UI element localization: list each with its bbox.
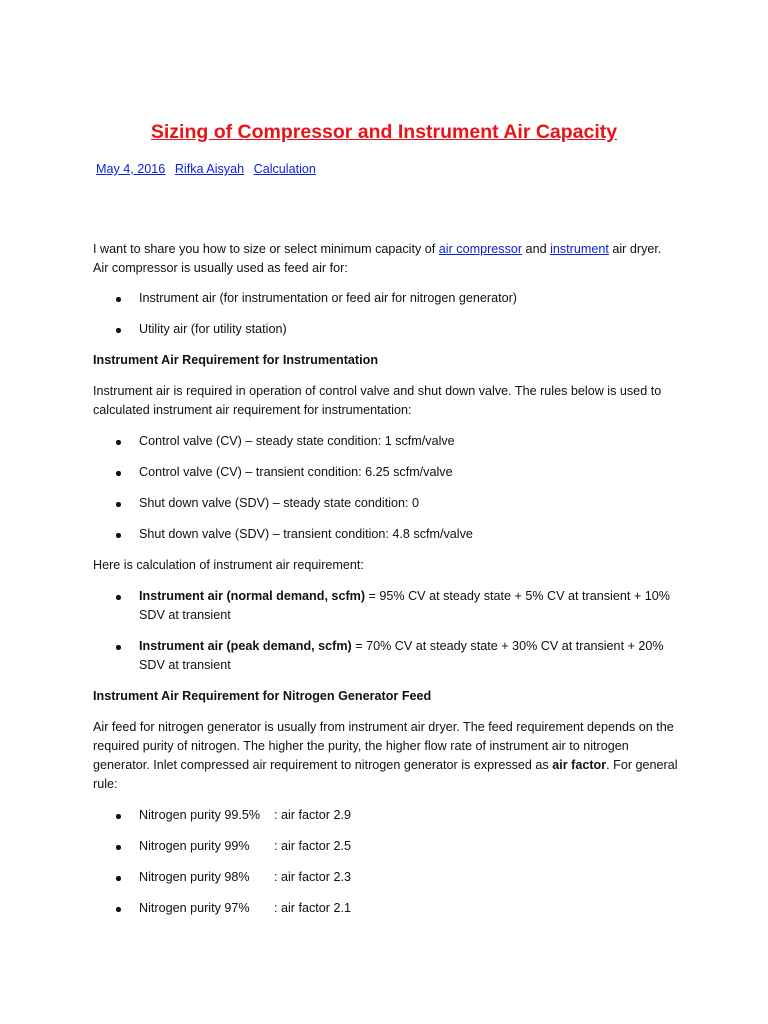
calc-formula: = 95% CV at steady state + 5% CV at transient + 10% SDV at transient [139, 589, 670, 622]
list-item [93, 637, 678, 675]
purity-factor: : air factor 2.1 [274, 901, 351, 915]
instrument-link[interactable]: instrument [550, 242, 609, 256]
page-title: Sizing of Compressor and Instrument Air Capacity [150, 121, 618, 143]
purity-label: Nitrogen purity 98% [139, 870, 250, 884]
purity-factor: : air factor 2.3 [274, 870, 351, 884]
section1-paragraph: Instrument air is required in operation of control valve and shut down valve. The rules below is used to calculated instrument air requirement for instrumentation: [93, 384, 662, 417]
air-compressor-link[interactable]: air compressor [438, 242, 523, 256]
calc-formula: = 70% CV at steady state + 30% CV at transient + 20% SDV at transient [139, 639, 664, 672]
section1-heading: Instrument Air Requirement for Instrumentation [93, 353, 379, 367]
list-item [93, 868, 678, 887]
post-meta [96, 160, 322, 179]
intro-text-before: I want to share you how to size or select minimum capacity of [93, 242, 439, 256]
feed-uses-list [93, 289, 678, 339]
list-item: Shut down valve (SDV) – steady state condition: 0 [93, 494, 678, 513]
purity-factor: : air factor 2.5 [274, 839, 351, 853]
post-author-link[interactable]: Rifka Aisyah [174, 162, 245, 176]
intro-text-after: air dryer. Air compressor is usually used as feed air for: [93, 242, 662, 275]
calc-intro: Here is calculation of instrument air requirement: [93, 558, 364, 572]
intro-text-middle: and [522, 242, 551, 256]
list-item: Shut down valve (SDV) – transient condition: 4.8 scfm/valve [93, 525, 678, 544]
purity-factor: : air factor 2.9 [274, 808, 351, 822]
calc-label: Instrument air (normal demand, scfm) [139, 589, 366, 603]
list-item [93, 806, 678, 825]
calculation-list [93, 587, 678, 675]
section2-heading: Instrument Air Requirement for Nitrogen Generator Feed [93, 689, 432, 703]
list-item: Utility air (for utility station) [93, 320, 678, 339]
list-item [93, 899, 678, 918]
list-item: Instrument air (for instrumentation or feed air for nitrogen generator) [93, 289, 678, 308]
instrumentation-rules-list [93, 432, 678, 544]
section2-text-before: Air feed for nitrogen generator is usually from instrument air dryer. The feed requirement depends on the required purity of nitrogen. The higher the purity, the higher flow rate of instrument air to nitrogen generator. Inlet compressed air requirement to nitrogen generator is expressed as [93, 720, 674, 772]
article-body [93, 240, 678, 930]
post-date-link[interactable]: May 4, 2016 [96, 162, 166, 176]
list-item: Control valve (CV) – steady state condition: 1 scfm/valve [93, 432, 678, 451]
section2-paragraph [93, 718, 678, 794]
intro-paragraph [93, 240, 678, 278]
purity-label: Nitrogen purity 99% [139, 839, 250, 853]
post-category-link[interactable]: Calculation [253, 162, 316, 176]
list-item: Control valve (CV) – transient condition: 6.25 scfm/valve [93, 463, 678, 482]
purity-label: Nitrogen purity 97% [139, 901, 250, 915]
list-item [93, 837, 678, 856]
section2-text-after: . For general rule: [93, 758, 678, 791]
purity-label: Nitrogen purity 99.5% [139, 808, 261, 822]
calc-label: Instrument air (peak demand, scfm) [139, 639, 352, 653]
air-factor-term: air factor [552, 758, 607, 772]
purity-list [93, 806, 678, 918]
list-item [93, 587, 678, 625]
